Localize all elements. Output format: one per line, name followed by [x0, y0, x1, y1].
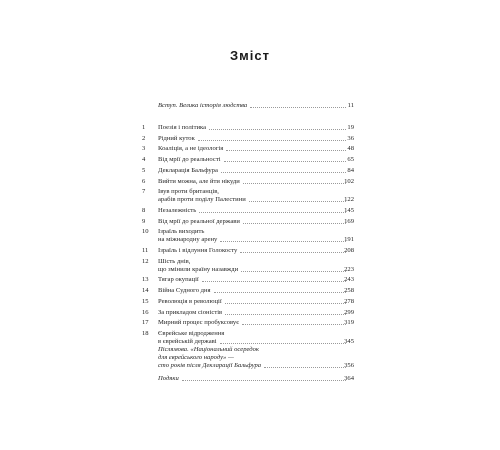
- entry-title-line: Єврейське відродження: [158, 329, 225, 337]
- page-number: 243: [344, 276, 354, 284]
- page-number: 84: [347, 166, 354, 174]
- page-number: 208: [344, 247, 354, 254]
- entry-title-line: Тягар окупації: [158, 276, 199, 284]
- page-number: 122: [344, 196, 354, 204]
- entry-title-line: Від мрії до реальності: [158, 156, 221, 164]
- page-number: 258: [344, 287, 354, 295]
- entry-title-line: для єврейського народу» —: [158, 354, 234, 361]
- entry-title-line: Поезія і політика: [158, 124, 207, 131]
- chapter-number: 13: [142, 276, 149, 284]
- entry-title-line: Війна Судного дня: [158, 287, 211, 295]
- chapter-number: 9: [142, 217, 146, 225]
- chapter-number: 15: [142, 297, 149, 305]
- page-number: 102: [344, 177, 354, 185]
- entry-title-line: Вийти можна, але йти нікуди: [158, 177, 240, 185]
- chapter-number: 14: [142, 287, 149, 295]
- page-number: 299: [344, 308, 354, 316]
- page-number: 319: [344, 319, 354, 327]
- entry-title-line: Незалежність: [158, 206, 197, 214]
- chapter-number: 10: [142, 228, 149, 236]
- page-number: 65: [347, 156, 354, 164]
- page-number: 36: [347, 134, 354, 142]
- chapter-number: 7: [142, 188, 146, 196]
- page-number: 48: [347, 145, 354, 153]
- entry-title-line: в єврейській державі: [158, 337, 217, 345]
- entry-title-line: Ізраїль і відлуння Голокосту: [158, 247, 238, 254]
- chapter-number: 12: [142, 257, 149, 265]
- page-title: Зміст: [230, 48, 270, 63]
- entry-title-line: Революція в революції: [158, 297, 222, 305]
- entry-title-line: Ізраїль виходить: [158, 228, 205, 236]
- entry-title-line: сто років після Декларації Бальфура: [158, 362, 262, 369]
- entry-title-line: на міжнародну арену: [158, 236, 218, 244]
- chapter-number: 5: [142, 166, 146, 174]
- page-number: 145: [344, 206, 354, 214]
- page-number: 223: [344, 265, 354, 273]
- chapter-number: 16: [142, 308, 149, 316]
- page-number: 191: [344, 236, 354, 244]
- entry-title-line: арабів проти поділу Палестини: [158, 196, 246, 204]
- entry-title-line: Декларація Бальфура: [158, 166, 218, 174]
- page-number: 169: [344, 217, 354, 225]
- page-number: 19: [347, 124, 354, 131]
- entry-title-line: що змінили країну назавжди: [158, 265, 239, 273]
- chapter-number: 3: [142, 145, 146, 153]
- entry-title-line: Велика історія людства: [179, 102, 248, 109]
- entry-title-line: Рідний куток: [158, 134, 195, 142]
- page-number: 278: [344, 297, 354, 305]
- page-number: 356: [344, 362, 354, 369]
- entry-title-line: За прикладом сіоністів: [158, 308, 223, 316]
- page-number: 11: [347, 102, 354, 109]
- entry-title-line: Від мрії до реальної держави: [158, 217, 240, 225]
- chapter-number: 6: [142, 177, 146, 185]
- entry-prefix: Вступ.: [158, 102, 180, 109]
- chapter-number: 18: [142, 329, 149, 337]
- page-number: 345: [344, 337, 354, 345]
- chapter-number: 1: [142, 124, 146, 131]
- entry-title-line: Івув проти британців,: [158, 188, 219, 196]
- chapter-number: 11: [142, 247, 149, 254]
- entry-title-line: Шість днів,: [158, 257, 191, 265]
- page-number: 364: [344, 375, 354, 382]
- entry-prefix: Післямова.: [158, 346, 191, 353]
- entry-title-line: «Національний осередок: [190, 346, 259, 353]
- chapter-number: 17: [142, 319, 149, 327]
- entry-title-line: Мирний процес пробуксовує: [158, 319, 240, 327]
- chapter-number: 2: [142, 134, 146, 142]
- entry-title-line: Коаліція, а не ідеологія: [158, 145, 224, 153]
- entry-title-line: Подяки: [158, 375, 179, 382]
- chapter-number: 4: [142, 156, 146, 164]
- chapter-number: 8: [142, 206, 146, 214]
